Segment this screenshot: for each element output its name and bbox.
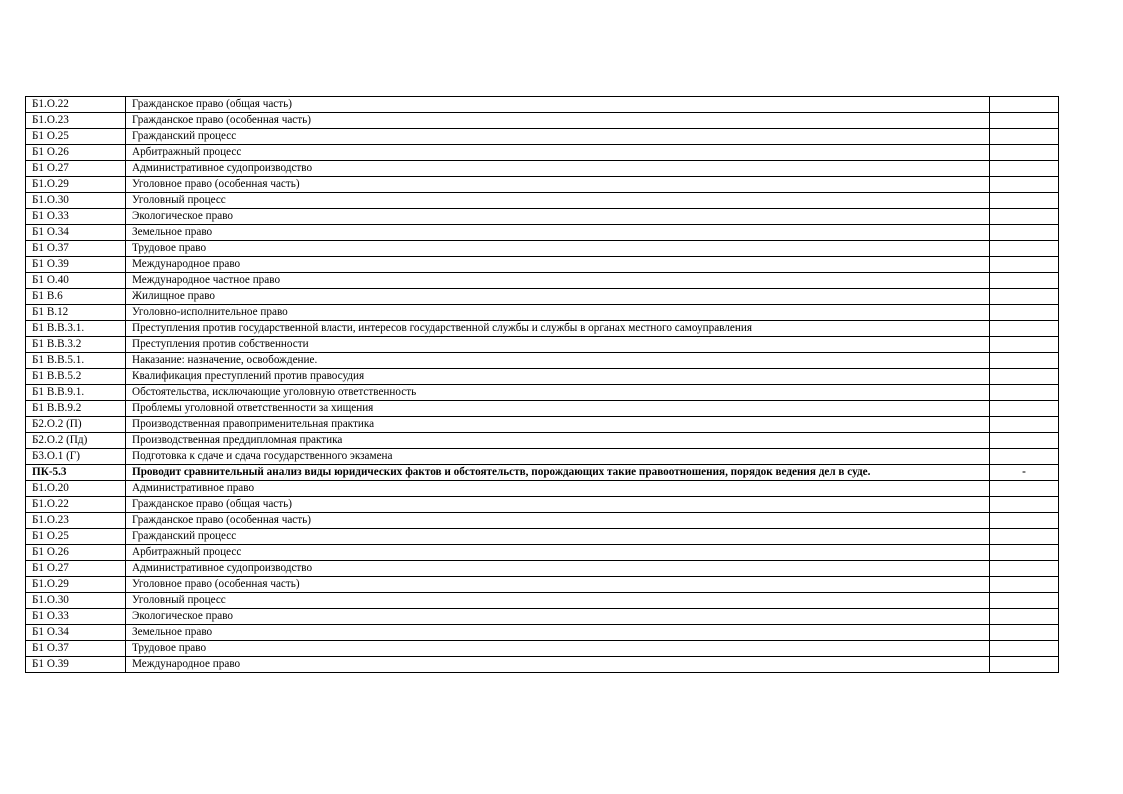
discipline-name: Земельное право [126, 625, 990, 641]
mark-cell [990, 593, 1059, 609]
table-row [26, 609, 1059, 625]
discipline-code: Б1 О.33 [26, 209, 126, 225]
mark-cell [990, 113, 1059, 129]
discipline-code: Б1.О.20 [26, 481, 126, 497]
discipline-code: Б1 О.25 [26, 129, 126, 145]
discipline-code: Б1 В.В.9.1. [26, 385, 126, 401]
discipline-code: Б1 О.27 [26, 161, 126, 177]
discipline-code: Б1 В.В.3.1. [26, 321, 126, 337]
table-row [26, 337, 1059, 353]
discipline-name: Гражданское право (особенная часть) [126, 513, 990, 529]
discipline-code: Б1.О.22 [26, 497, 126, 513]
competency-row [26, 465, 1059, 481]
discipline-code: Б1 В.В.9.2 [26, 401, 126, 417]
mark-cell [990, 129, 1059, 145]
mark-cell [990, 241, 1059, 257]
competency-discipline-table [25, 96, 1059, 673]
table-row [26, 433, 1059, 449]
discipline-name: Производственная преддипломная практика [126, 433, 990, 449]
table-row [26, 593, 1059, 609]
discipline-name: Административное право [126, 481, 990, 497]
mark-cell [990, 305, 1059, 321]
discipline-name: Преступления против собственности [126, 337, 990, 353]
mark-cell [990, 145, 1059, 161]
mark-cell [990, 97, 1059, 113]
table-row [26, 353, 1059, 369]
discipline-code: Б1 В.В.3.2 [26, 337, 126, 353]
table-row [26, 289, 1059, 305]
table-row [26, 209, 1059, 225]
discipline-code: Б1 В.В.5.1. [26, 353, 126, 369]
mark-cell [990, 353, 1059, 369]
table-row [26, 545, 1059, 561]
discipline-name: Арбитражный процесс [126, 545, 990, 561]
mark-cell [990, 657, 1059, 673]
mark-cell [990, 209, 1059, 225]
table-row [26, 385, 1059, 401]
table-row [26, 561, 1059, 577]
discipline-code: Б1 О.39 [26, 657, 126, 673]
discipline-code: Б1 О.37 [26, 241, 126, 257]
discipline-code: Б1 В.6 [26, 289, 126, 305]
discipline-code: Б3.О.1 (Г) [26, 449, 126, 465]
discipline-name: Экологическое право [126, 209, 990, 225]
table-row [26, 177, 1059, 193]
discipline-name: Наказание: назначение, освобождение. [126, 353, 990, 369]
discipline-code: Б2.О.2 (П) [26, 417, 126, 433]
table-row [26, 161, 1059, 177]
table-row [26, 321, 1059, 337]
mark-cell [990, 625, 1059, 641]
mark-cell [990, 321, 1059, 337]
mark-cell [990, 561, 1059, 577]
mark-cell [990, 545, 1059, 561]
mark-cell [990, 609, 1059, 625]
table-row [26, 417, 1059, 433]
competency-description: Проводит сравнительный анализ виды юридических фактов и обстоятельств, порождающих такие правоотношения, порядок ведения дел в суде. [126, 465, 990, 481]
mark-cell [990, 641, 1059, 657]
discipline-code: Б1 В.В.5.2 [26, 369, 126, 385]
mark-cell [990, 529, 1059, 545]
discipline-name: Административное судопроизводство [126, 561, 990, 577]
discipline-code: Б1.О.29 [26, 177, 126, 193]
discipline-code: Б1 О.40 [26, 273, 126, 289]
table-row [26, 273, 1059, 289]
discipline-code: Б1.О.30 [26, 193, 126, 209]
discipline-name: Квалификация преступлений против правосудия [126, 369, 990, 385]
discipline-code: Б2.О.2 (Пд) [26, 433, 126, 449]
table-row [26, 481, 1059, 497]
table-body-after [26, 481, 1059, 673]
discipline-name: Международное право [126, 657, 990, 673]
mark-cell [990, 449, 1059, 465]
mark-cell [990, 337, 1059, 353]
discipline-code: Б1 О.33 [26, 609, 126, 625]
mark-cell [990, 401, 1059, 417]
mark-cell [990, 513, 1059, 529]
discipline-name: Международное частное право [126, 273, 990, 289]
discipline-name: Жилищное право [126, 289, 990, 305]
discipline-name: Уголовное право (особенная часть) [126, 577, 990, 593]
table-row [26, 497, 1059, 513]
discipline-name: Административное судопроизводство [126, 161, 990, 177]
table-row [26, 449, 1059, 465]
table-body-group [26, 465, 1059, 481]
mark-cell [990, 193, 1059, 209]
discipline-name: Уголовный процесс [126, 193, 990, 209]
discipline-name: Проблемы уголовной ответственности за хищения [126, 401, 990, 417]
discipline-code: Б1 О.37 [26, 641, 126, 657]
discipline-name: Гражданский процесс [126, 129, 990, 145]
discipline-code: Б1 О.39 [26, 257, 126, 273]
discipline-name: Трудовое право [126, 641, 990, 657]
discipline-code: Б1 О.27 [26, 561, 126, 577]
mark-cell [990, 177, 1059, 193]
table-row [26, 129, 1059, 145]
discipline-name: Гражданское право (общая часть) [126, 97, 990, 113]
discipline-name: Экологическое право [126, 609, 990, 625]
table-row [26, 657, 1059, 673]
discipline-code: Б1 О.26 [26, 145, 126, 161]
discipline-code: Б1.О.30 [26, 593, 126, 609]
discipline-name: Земельное право [126, 225, 990, 241]
discipline-name: Гражданское право (особенная часть) [126, 113, 990, 129]
table-row [26, 625, 1059, 641]
discipline-name: Трудовое право [126, 241, 990, 257]
discipline-name: Преступления против государственной власти, интересов государственной службы и службы в органах местного самоуправления [126, 321, 990, 337]
table-row [26, 225, 1059, 241]
table-row [26, 513, 1059, 529]
mark-cell [990, 577, 1059, 593]
table-row [26, 145, 1059, 161]
mark-cell [990, 385, 1059, 401]
discipline-name: Уголовно-исполнительное право [126, 305, 990, 321]
table-row [26, 529, 1059, 545]
table-row [26, 577, 1059, 593]
discipline-code: Б1 О.25 [26, 529, 126, 545]
mark-cell [990, 497, 1059, 513]
mark-cell [990, 369, 1059, 385]
discipline-name: Обстоятельства, исключающие уголовную ответственность [126, 385, 990, 401]
competency-code: ПК-5.3 [26, 465, 126, 481]
discipline-code: Б1 О.34 [26, 625, 126, 641]
discipline-code: Б1 В.12 [26, 305, 126, 321]
table-row [26, 305, 1059, 321]
discipline-name: Уголовное право (особенная часть) [126, 177, 990, 193]
table-body-before [26, 97, 1059, 465]
table-row [26, 641, 1059, 657]
mark-cell [990, 225, 1059, 241]
discipline-code: Б1.О.23 [26, 513, 126, 529]
discipline-code: Б1.О.23 [26, 113, 126, 129]
mark-cell [990, 417, 1059, 433]
discipline-name: Международное право [126, 257, 990, 273]
discipline-code: Б1 О.34 [26, 225, 126, 241]
table-row [26, 401, 1059, 417]
discipline-code: Б1.О.29 [26, 577, 126, 593]
discipline-name: Уголовный процесс [126, 593, 990, 609]
discipline-name: Производственная правоприменительная практика [126, 417, 990, 433]
discipline-name: Подготовка к сдаче и сдача государственного экзамена [126, 449, 990, 465]
mark-cell [990, 161, 1059, 177]
mark-cell [990, 433, 1059, 449]
table-row [26, 241, 1059, 257]
discipline-name: Гражданский процесс [126, 529, 990, 545]
table-row [26, 113, 1059, 129]
table-row [26, 257, 1059, 273]
mark-cell [990, 289, 1059, 305]
discipline-name: Арбитражный процесс [126, 145, 990, 161]
discipline-code: Б1.О.22 [26, 97, 126, 113]
mark-cell [990, 257, 1059, 273]
mark-cell [990, 273, 1059, 289]
mark-cell [990, 481, 1059, 497]
table-row [26, 369, 1059, 385]
table-row [26, 97, 1059, 113]
table-row [26, 193, 1059, 209]
discipline-name: Гражданское право (общая часть) [126, 497, 990, 513]
discipline-code: Б1 О.26 [26, 545, 126, 561]
competency-mark: - [990, 465, 1059, 481]
